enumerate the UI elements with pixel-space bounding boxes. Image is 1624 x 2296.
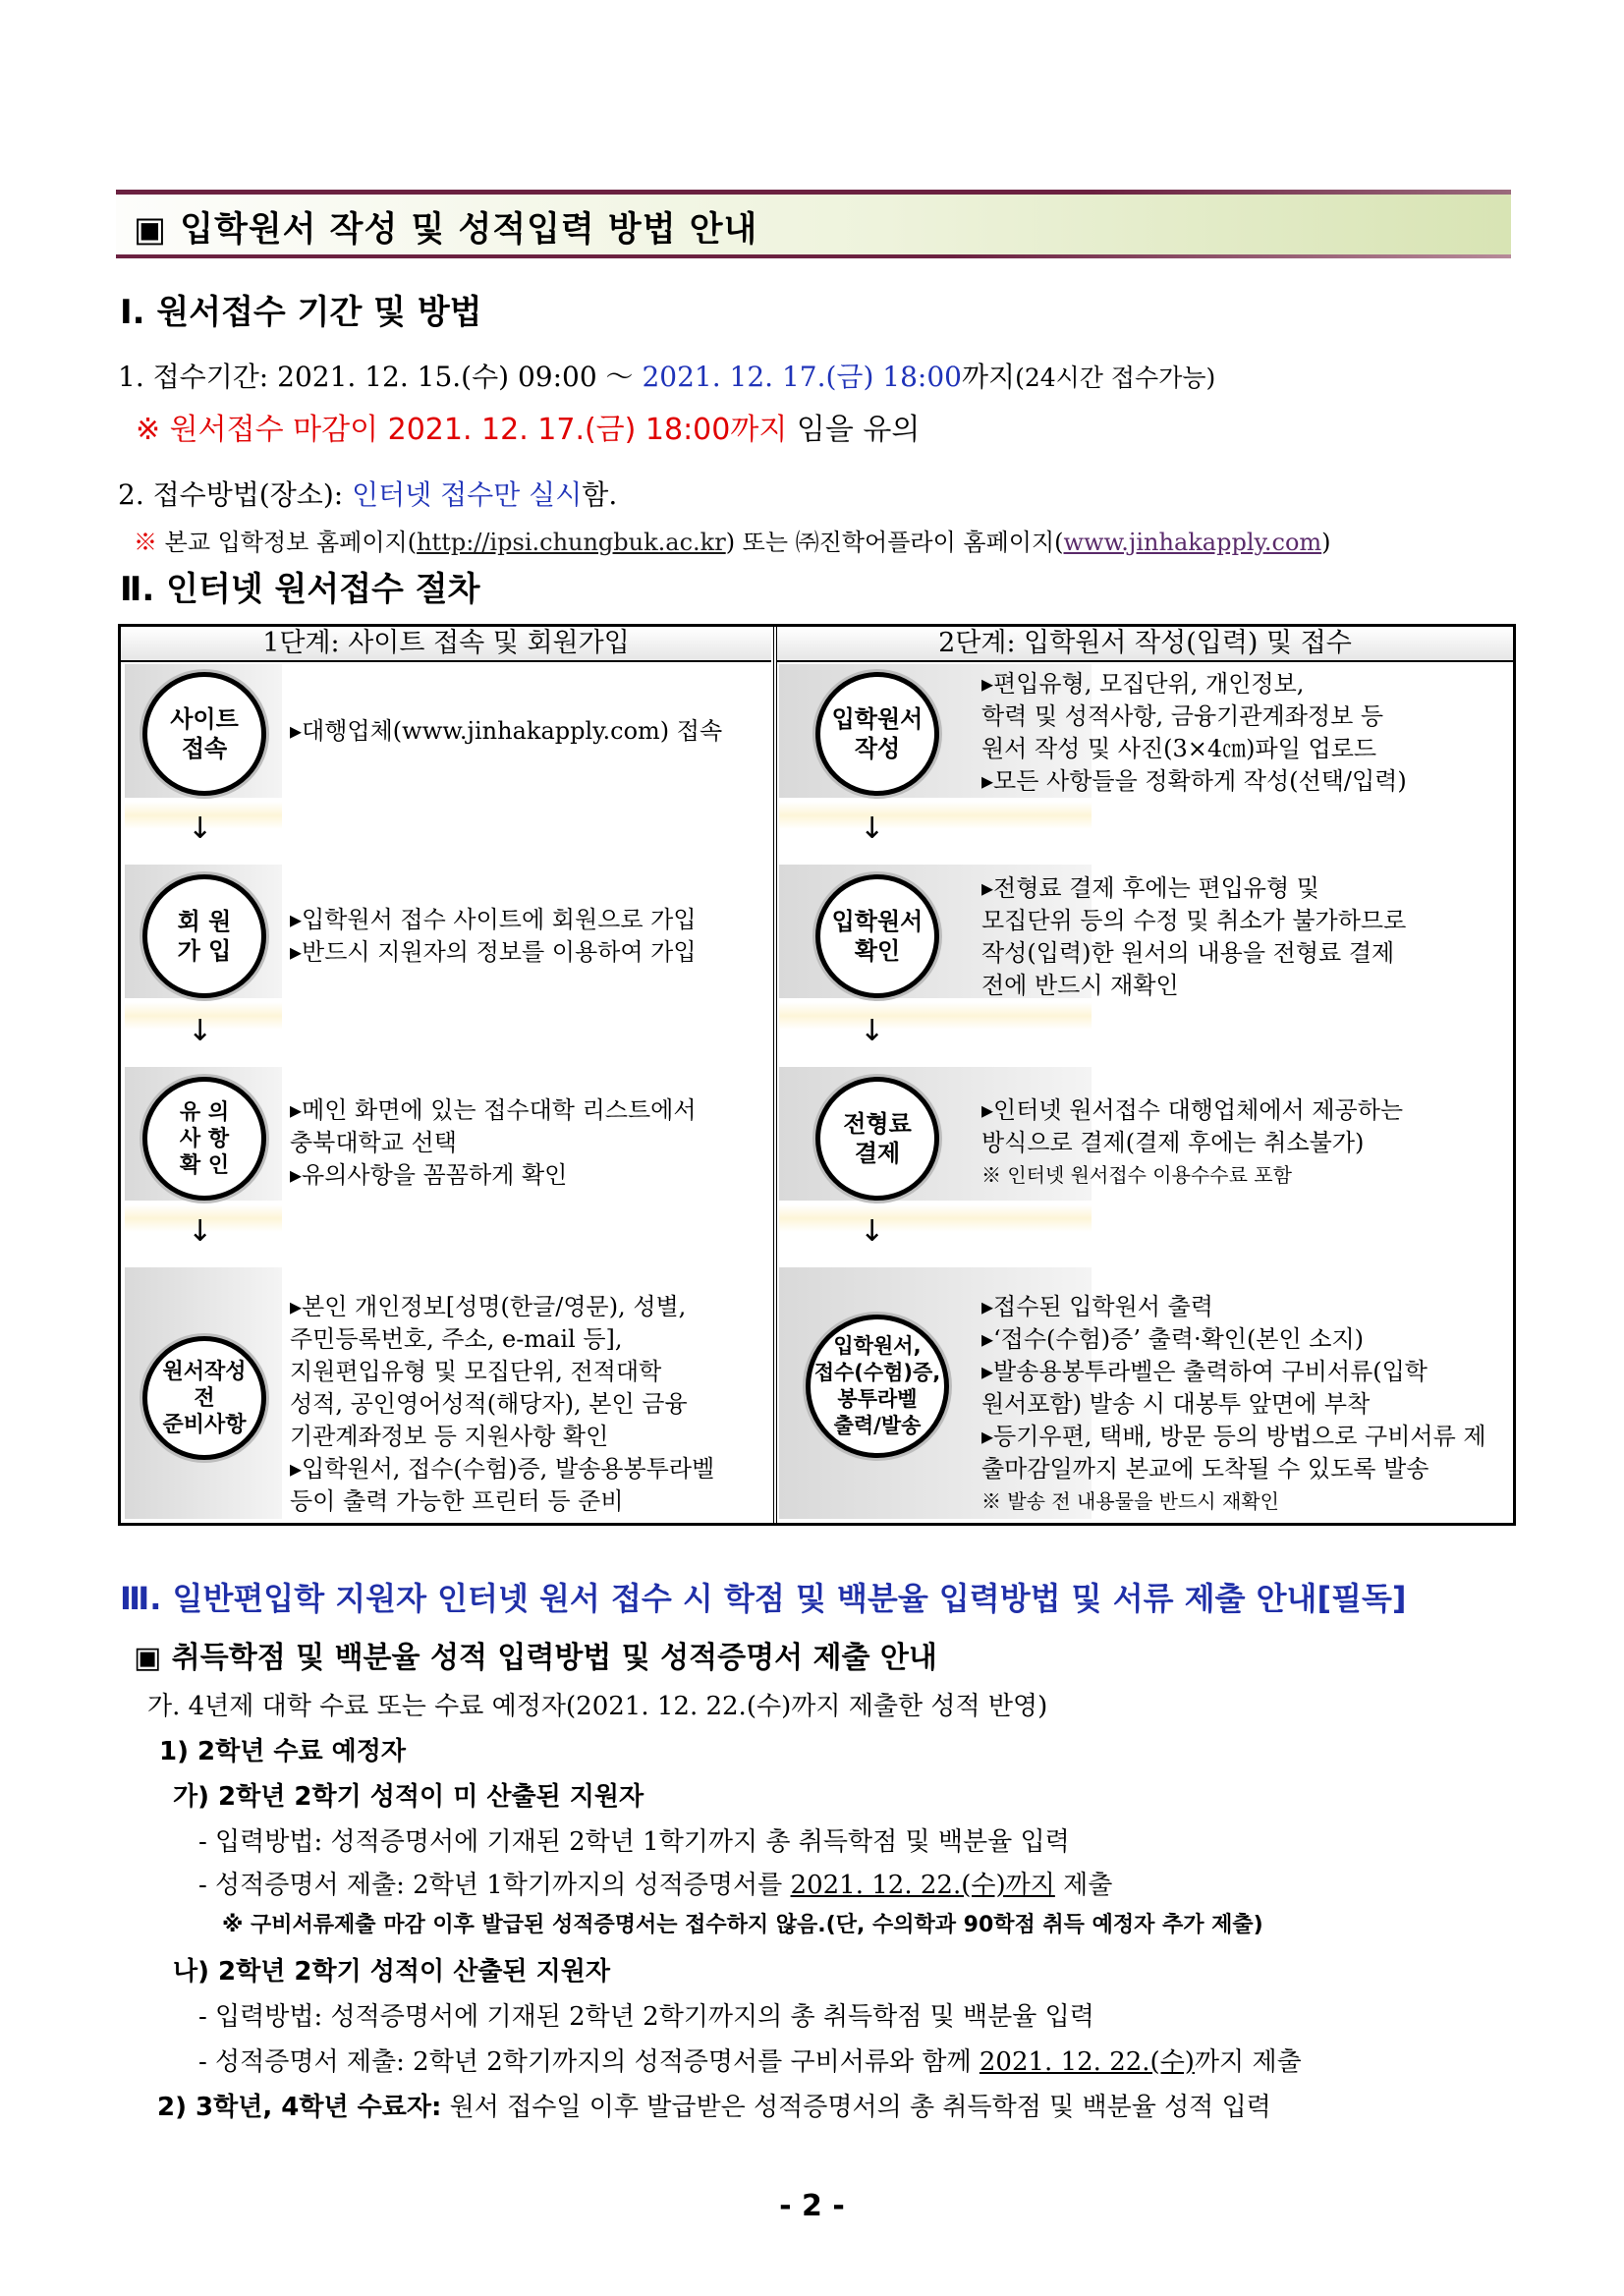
down-arrow-icon: ↓ xyxy=(860,1214,885,1249)
step-notice-circle: 유 의 사 항 확 인 xyxy=(142,1077,266,1201)
left-column-header: 1단계: 사이트 접속 및 회원가입 xyxy=(121,627,771,662)
step-preparation-circle: 원서작성 전 준비사항 xyxy=(142,1336,266,1460)
ipsi-homepage-link[interactable]: http://ipsi.chungbuk.ac.kr xyxy=(417,529,726,556)
item-1b: 나) 2학년 2학기 성적이 산출된 지원자 xyxy=(173,1957,610,1987)
step-verify-form-circle: 입학원서 확인 xyxy=(815,874,939,998)
item-2-label: 2) 3학년, 4학년 수료자: xyxy=(157,2093,442,2122)
step-print-send-circle: 입학원서, 접수(수험)증, 봉투라벨 출력/발송 xyxy=(806,1315,949,1458)
step-site-access-desc: ▸대행업체(www.jinhakapply.com) 접속 xyxy=(290,717,723,745)
jinhakapply-link[interactable]: www.jinhakapply.com xyxy=(1063,529,1322,556)
step-signup-desc: ▸입학원서 접수 사이트에 회원으로 가입 ▸반드시 지원자의 정보를 이용하여 가입 xyxy=(290,906,697,966)
procedure-table xyxy=(118,624,1516,1526)
item-2 xyxy=(157,2087,1271,2123)
section3-heading: Ⅲ. 일반편입학 지원자 인터넷 원서 접수 시 학점 및 백분율 입력방법 및 서류 제출 안내[필독] xyxy=(120,1580,1407,1617)
down-arrow-icon: ↓ xyxy=(188,1014,213,1048)
connector xyxy=(779,1204,1092,1232)
section1-heading: Ⅰ. 원서접수 기간 및 방법 xyxy=(120,293,482,332)
page-number: - 2 - xyxy=(779,2189,845,2223)
item-1a-submit xyxy=(198,1865,1112,1901)
period-suffix: 까지 xyxy=(961,361,1016,393)
method-highlight: 인터넷 접수만 실시 xyxy=(352,478,583,511)
step-payment-circle: 전형료 결제 xyxy=(815,1077,939,1201)
step-verify-form-desc: ▸전형료 결제 후에는 편입유형 및 모집단위 등의 수정 및 취소가 불가하므로 작성(입력)한 원서의 내용을 전형료 결제 전에 반드시 재확인 xyxy=(981,874,1407,999)
item-1: 1) 2학년 수료 예정자 xyxy=(159,1737,407,1766)
step-preparation-desc: ▸본인 개인정보[성명(한글/영문), 성별, 주민등록번호, 주소, e-mail 등], 지원편입유형 및 모집단위, 전적대학 성적, 공인영어성적(해당자), 본인 금융 기관계좌정보 등 지원사항 확인 ▸입학원서, 접수(수험)증, 발송용봉투라벨 등이 출력 가능한 프린터 등 준비 xyxy=(290,1293,715,1515)
item-1a-input: - 입력방법: 성적증명서에 기재된 2학년 1학기까지 총 취득학점 및 백분율 입력 xyxy=(198,1827,1070,1857)
period-prefix: 1. 접수기간: 2021. 12. 15.(수) 09:00 ～ xyxy=(118,361,643,393)
item-ga: 가. 4년제 대학 수료 또는 수료 예정자(2021. 12. 22.(수)까지 제출한 성적 반영) xyxy=(147,1692,1048,1721)
item-2-text: 원서 접수일 이후 발급받은 성적증명서의 총 취득학점 및 백분율 성적 입력 xyxy=(441,2093,1271,2122)
banner-top-rule xyxy=(116,190,1511,195)
banner-title: ▣ 입학원서 작성 및 성적입력 방법 안내 xyxy=(134,210,758,250)
step-write-form-desc: ▸편입유형, 모집단위, 개인정보, 학력 및 성적사항, 금융기관계좌정보 등 원서 작성 및 사진(3×4㎝)파일 업로드 ▸모든 사항들을 정확하게 작성(선택/입력) xyxy=(981,670,1407,795)
step-write-form-circle: 입학원서 작성 xyxy=(815,672,939,796)
section2-heading: Ⅱ. 인터넷 원서접수 절차 xyxy=(120,570,480,609)
homepage-note-text2: ) 또는 ㈜진학어플라이 홈페이지( xyxy=(725,529,1064,556)
period-end-date: 2021. 12. 17.(금) 18:00 xyxy=(642,361,962,393)
homepage-note-text1: 본교 입학정보 홈페이지( xyxy=(157,529,418,556)
item-1a-submit-suffix: 제출 xyxy=(1054,1871,1113,1900)
connector xyxy=(779,1002,1092,1030)
step-site-access-circle: 사이트 접속 xyxy=(142,672,266,796)
right-column-header: 2단계: 입학원서 작성(입력) 및 접수 xyxy=(777,627,1513,662)
homepage-note xyxy=(134,523,1331,557)
method-line xyxy=(118,474,617,513)
method-prefix: 2. 접수방법(장소): xyxy=(118,478,353,511)
item-1a-submit-date: 2021. 12. 22.(수)까지 xyxy=(790,1871,1055,1900)
title-banner xyxy=(116,190,1511,258)
down-arrow-icon: ↓ xyxy=(188,1214,213,1249)
section3-subheading: ▣ 취득학점 및 백분율 성적 입력방법 및 성적증명서 제출 안내 xyxy=(134,1641,937,1675)
item-1a-submit-prefix: - 성적증명서 제출: 2학년 1학기까지의 성적증명서를 xyxy=(198,1871,791,1900)
item-1a: 가) 2학년 2학기 성적이 미 산출된 지원자 xyxy=(173,1782,644,1812)
period-note: (24시간 접수가능) xyxy=(1015,364,1216,392)
item-1a-note: ※ 구비서류제출 마감 이후 발급된 성적증명서는 접수하지 않음.(단, 수의학과 90학점 취득 예정자 추가 제출) xyxy=(222,1913,1263,1937)
deadline-note xyxy=(136,405,920,448)
method-suffix: 함. xyxy=(582,478,618,511)
homepage-note-mark: ※ xyxy=(134,529,157,556)
banner-bottom-rule xyxy=(116,254,1511,258)
item-1b-submit xyxy=(198,2042,1302,2078)
period-line xyxy=(118,356,1215,395)
homepage-note-text3: ) xyxy=(1321,529,1331,556)
connector xyxy=(779,802,1092,829)
deadline-note-red: ※ 원서접수 마감이 2021. 12. 17.(금) 18:00까지 xyxy=(136,413,788,447)
item-1b-submit-date: 2021. 12. 22.(수) xyxy=(979,2047,1195,2077)
item-1b-submit-suffix: 까지 제출 xyxy=(1194,2047,1302,2077)
deadline-note-tail: 임을 유의 xyxy=(796,413,921,447)
step-notice-desc: ▸메인 화면에 있는 접수대학 리스트에서 충북대학교 선택 ▸유의사항을 꼼꼼하게 확인 xyxy=(290,1096,697,1189)
item-1b-input: - 입력방법: 성적증명서에 기재된 2학년 2학기까지의 총 취득학점 및 백분율 입력 xyxy=(198,2002,1094,2032)
item-1b-submit-prefix: - 성적증명서 제출: 2학년 2학기까지의 성적증명서를 구비서류와 함께 xyxy=(198,2047,980,2077)
down-arrow-icon: ↓ xyxy=(860,812,885,846)
column-divider xyxy=(773,627,777,1523)
step-print-send-desc: ▸접수된 입학원서 출력 ▸‘접수(수험)증’ 출력·확인(본인 소지) ▸발송용봉투라벨은 출력하여 구비서류(입학 원서포함) 발송 시 대봉투 앞면에 부착 ▸등기우편, 택배, 방문 등의 방법으로 구비서류 제 출마감일까지 본교에 도착될 수 있도록 발송 ※ 발송 전 내용물을 반드시 재확인 xyxy=(981,1293,1486,1513)
step-payment-desc: ▸인터넷 원서접수 대행업체에서 제공하는 방식으로 결제(결제 후에는 취소불가) ※ 인터넷 원서접수 이용수수료 포함 xyxy=(981,1096,1404,1187)
down-arrow-icon: ↓ xyxy=(188,812,213,846)
step-signup-circle: 회 원 가 입 xyxy=(142,874,266,998)
down-arrow-icon: ↓ xyxy=(860,1014,885,1048)
